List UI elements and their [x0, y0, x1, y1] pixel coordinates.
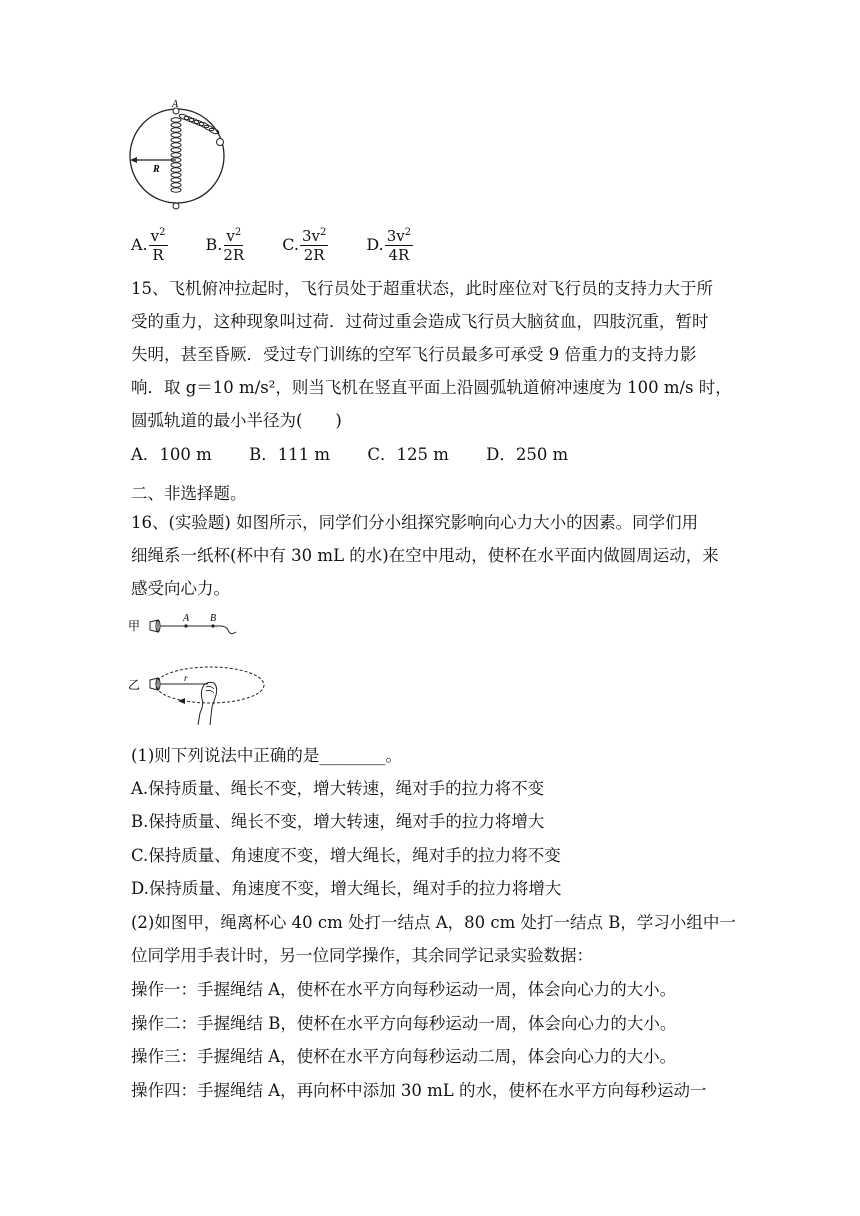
- figure-yi-label: 乙: [128, 678, 141, 692]
- q14-option-b[interactable]: B. $\frac{v^2}{2R}$: [206, 224, 245, 264]
- q16-part2-line: 位同学用手表计时，另一位同学操作，其余同学记录实验数据：: [131, 946, 593, 965]
- figure-jia-label: 甲: [128, 619, 141, 633]
- q15-option-b[interactable]: B．111 m: [249, 445, 331, 464]
- figure-label-a: A: [172, 100, 179, 110]
- q15-line: 失明，甚至昏厥．受过专门训练的空军飞行员最多可承受 9 倍重力的支持力影: [131, 345, 697, 364]
- q15-line: 受的重力，这种现象叫过荷．过荷过重会造成飞行员大脑贫血，四肢沉重，暂时: [131, 312, 709, 331]
- q16-line: 感受向心力。: [131, 579, 230, 598]
- q15-option-c[interactable]: C．125 m: [367, 445, 449, 464]
- figure-yi-r: r: [184, 673, 188, 683]
- q14-option-c[interactable]: C. $\frac{3v^2}{2R}$: [282, 224, 328, 264]
- q15-line: 响．取 g＝10 m/s²，则当飞机在竖直平面上沿圆弧轨道俯冲速度为 100 m/s 时，: [131, 378, 732, 397]
- q16-part2-line: (2)如图甲，绳离杯心 40 cm 处打一结点 A，80 cm 处打一结点 B，学习小组中一: [131, 913, 736, 932]
- q14-option-a[interactable]: A. $\frac{v^2}{R}$: [131, 224, 168, 264]
- section-heading: 二、非选择题。: [131, 484, 247, 503]
- q16-part1-option-b[interactable]: B.保持质量、绳长不变，增大转速，绳对手的拉力将增大: [131, 812, 545, 831]
- q15-options: [131, 444, 600, 466]
- q16-operation: 操作三：手握绳结 A，使杯在水平方向每秒运动二周，体会向心力的大小。: [131, 1047, 677, 1066]
- figure-yi-circular-motion: [128, 655, 268, 735]
- q16-operation: 操作一：手握绳结 A，使杯在水平方向每秒运动一周，体会向心力的大小。: [131, 980, 677, 999]
- spring-circle-figure: [126, 100, 236, 215]
- q16-part1-option-d[interactable]: D.保持质量、角速度不变，增大绳长，绳对手的拉力将增大: [131, 879, 562, 898]
- q16-part1-prompt: (1)则下列说法中正确的是________。: [131, 746, 402, 765]
- q15-option-a[interactable]: A．100 m: [131, 445, 212, 464]
- figure-jia-b: B: [210, 613, 217, 624]
- figure-jia-a: A: [183, 613, 190, 624]
- q15-line: 15、飞机俯冲拉起时，飞行员处于超重状态，此时座位对飞行员的支持力大于所: [131, 279, 713, 298]
- q15-line: 圆弧轨道的最小半径为( ): [131, 411, 342, 430]
- q15-option-d[interactable]: D．250 m: [486, 445, 569, 464]
- figure-label-r: R: [153, 164, 160, 175]
- q16-part1-option-c[interactable]: C.保持质量、角速度不变，增大绳长，绳对手的拉力将不变: [131, 846, 561, 865]
- figure-jia-rope: [128, 610, 248, 640]
- q16-operation: 操作四：手握绳结 A，再向杯中添加 30 mL 的水，使杯在水平方向每秒运动一: [131, 1081, 707, 1100]
- q14-option-d[interactable]: D. $\frac{3v^2}{4R}$: [366, 224, 413, 264]
- q16-operation: 操作二：手握绳结 B，使杯在水平方向每秒运动一周，体会向心力的大小。: [131, 1014, 677, 1033]
- q16-line: 16、(实验题) 如图所示，同学们分小组探究影响向心力大小的因素。同学们用: [131, 513, 699, 532]
- q14-options: [131, 222, 451, 266]
- q16-part1-option-a[interactable]: A.保持质量、绳长不变，增大转速，绳对手的拉力将不变: [131, 779, 545, 798]
- q16-line: 细绳系一纸杯(杯中有 30 mL 的水)在空中甩动，使杯在水平面内做圆周运动，来: [131, 546, 719, 565]
